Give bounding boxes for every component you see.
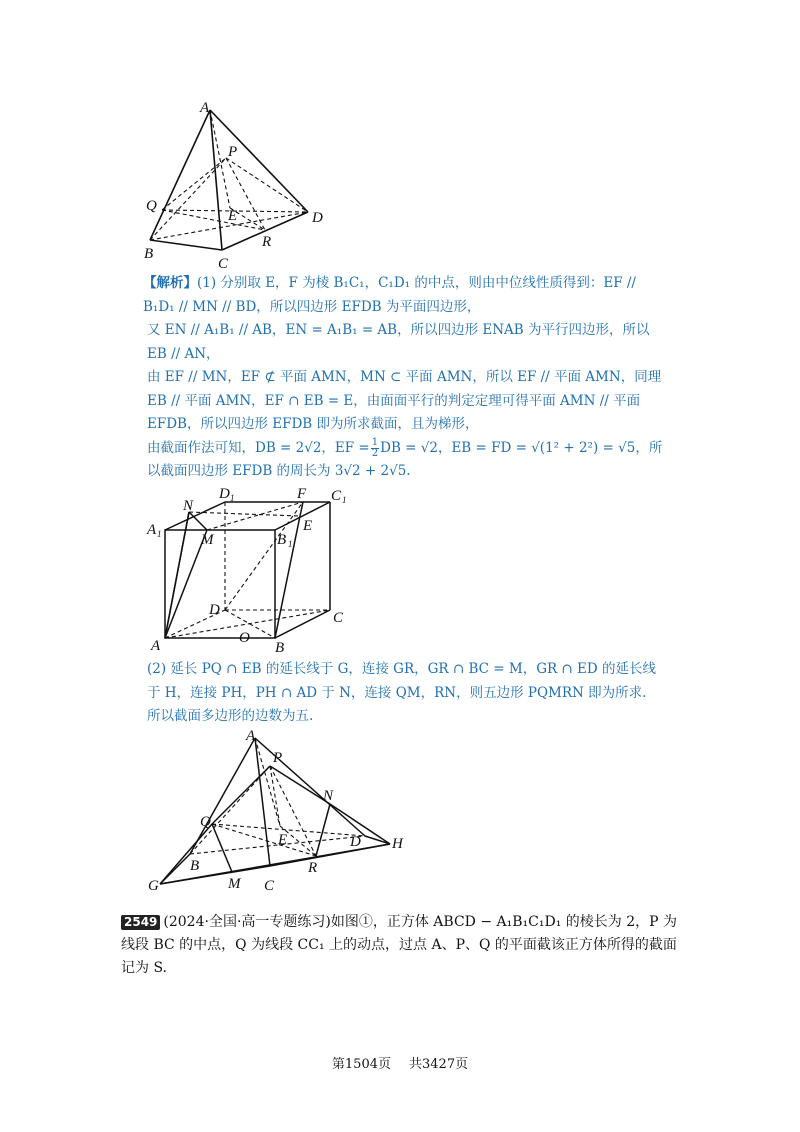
label-B: B — [144, 246, 154, 262]
label-A: A — [151, 638, 161, 652]
label-C1: C — [331, 488, 342, 504]
label-B: B — [275, 640, 285, 652]
svg-text:1: 1 — [157, 529, 162, 539]
solution-paragraph-5: (2) 延长 PQ ∩ EB 的延长线于 G，连接 GR，GR ∩ BC = M，GR ∩ ED 的延长线于 H，连接 PH，PH ∩ AD 于 N，连接 QM，RN，则五边形 PQMRN 即为所求. 所以截面多边形的边数为五. — [147, 661, 657, 724]
label-N: N — [183, 498, 194, 514]
label-M: M — [201, 532, 214, 548]
solution-label: 【解析】 — [143, 275, 197, 291]
label-N: N — [323, 788, 334, 804]
label-R: R — [308, 860, 318, 876]
solution-paragraph-1: 【解析】(1) 分别取 E，F 为棱 B₁C₁，C₁D₁ 的中点，则由中位线性质得到：EF // B₁D₁ // MN // BD，所以四边形 EFDB 为平面四边形， — [143, 275, 636, 315]
label-H: H — [392, 836, 403, 852]
problem-statement — [121, 911, 681, 980]
solution-paragraph-3: 由 EF // MN，EF ⊄ 平面 AMN，MN ⊂ 平面 AMN，所以 EF // 平面 AMN，同理 EB // 平面 AMN，EF ∩ EB = E，由面面平行的判定定理可得平面 AMN // 平面 EFDB，所以四边形 EFDB 即为所求截面，且为梯形， — [147, 369, 662, 432]
figure-tetrahedron-section — [140, 726, 410, 896]
solution-paragraph-4: 由截面作法可知，DB = 2√2，EF = $\frac{1}{2}$ DB = √2，EB = FD = √(1² + 2²) = √5，所以截面四边形 EFDB 的周长为 3√2 + 2√5. — [147, 436, 663, 479]
label-E: E — [228, 208, 238, 224]
label-D: D — [350, 834, 361, 850]
page-number: 第1504页 — [331, 1057, 391, 1072]
label-B1: B — [277, 532, 287, 548]
svg-text:1: 1 — [230, 493, 235, 503]
label-C: C — [333, 610, 344, 626]
page-total: 共3427页 — [409, 1057, 469, 1072]
label-Q: Q — [200, 814, 211, 830]
svg-text:1: 1 — [288, 539, 293, 549]
label-O: O — [239, 630, 250, 646]
label-B: B — [190, 858, 200, 874]
solution-paragraph-2: 又 EN // A₁B₁ // AB，EN = A₁B₁ = AB，所以四边形 ENAB 为平行四边形，所以 EB // AN， — [147, 322, 650, 362]
label-D: D — [209, 602, 220, 618]
fraction-one-half: $\frac{1}{2}$ — [371, 436, 379, 459]
label-C: C — [264, 878, 275, 894]
figure-cube — [145, 482, 360, 652]
problem-text: (2024·全国·高一专题练习)如图①，正方体 ABCD − A₁B₁C₁D₁ 的棱长为 2，P 为线段 BC 的中点，Q 为线段 CC₁ 上的动点，过点 A、P、Q 的平面截该正方体所得的截面记为 S. — [121, 914, 677, 976]
solution-part-1 — [143, 272, 663, 484]
label-A: A — [200, 100, 210, 116]
label-E: E — [278, 832, 288, 848]
label-Q: Q — [146, 198, 157, 214]
label-F: F — [297, 486, 307, 502]
label-C: C — [218, 256, 229, 270]
label-G: G — [148, 878, 159, 894]
problem-number-badge: 2549 — [121, 915, 160, 930]
svg-text:1: 1 — [342, 495, 347, 505]
label-D1: D — [219, 486, 230, 502]
figure-tetrahedron-1 — [140, 100, 340, 270]
label-D: D — [312, 210, 323, 226]
label-M: M — [228, 876, 241, 892]
label-P: P — [228, 144, 238, 160]
solution-part-2 — [143, 658, 663, 729]
label-P: P — [273, 750, 283, 766]
label-R: R — [262, 234, 272, 250]
label-A: A — [246, 728, 256, 744]
page-footer — [0, 1053, 800, 1072]
label-E: E — [303, 518, 313, 534]
label-A1: A — [147, 522, 157, 538]
